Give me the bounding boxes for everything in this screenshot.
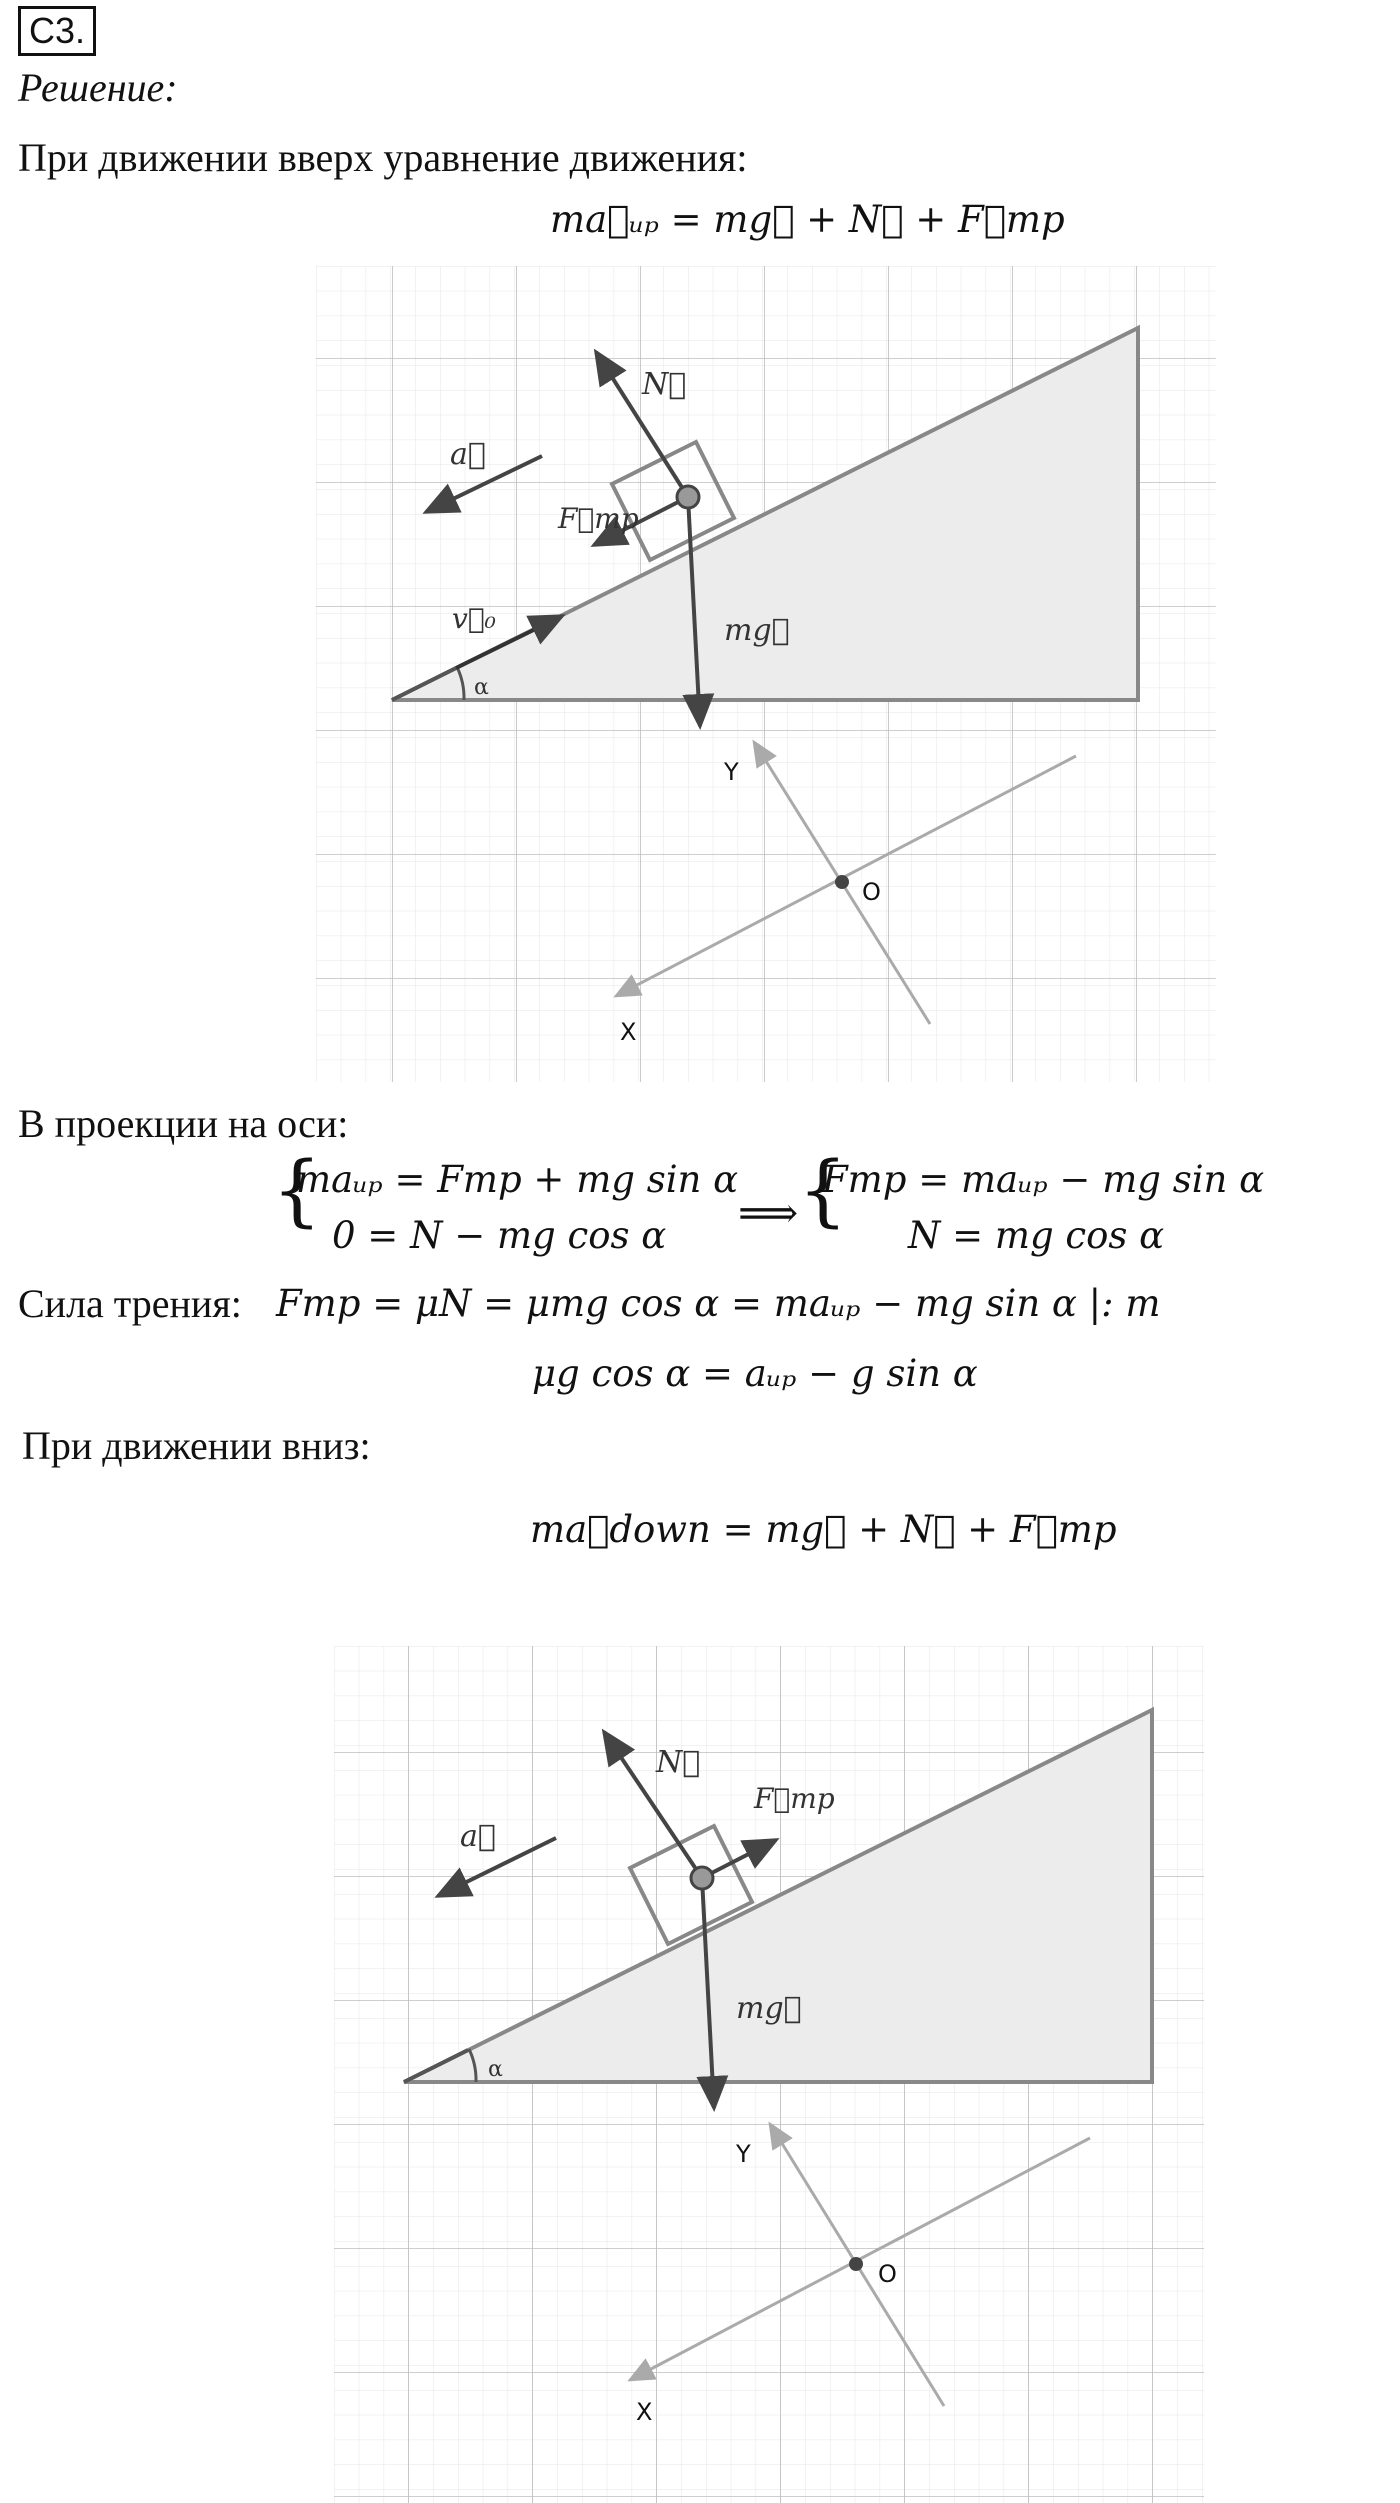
- mg-label: mg⃗: [736, 1991, 802, 2026]
- system-row-4: N = mg cos α: [908, 1214, 1165, 1257]
- equation-up: ma⃗ᵤₚ = mg⃗ + N⃗ + F⃗тр: [550, 198, 1065, 241]
- F-label: F⃗тр: [558, 502, 639, 535]
- projection-label: В проекции на оси:: [18, 1101, 349, 1146]
- incline-diagram-down: [334, 1646, 1204, 2503]
- a-label: a⃗: [460, 1819, 496, 1854]
- system-row-1: maᵤₚ = Fтр + mg sin α: [296, 1158, 739, 1201]
- O-label: O: [878, 2260, 897, 2288]
- N-label: N⃗: [642, 367, 687, 402]
- alpha-label: α: [488, 2057, 503, 2082]
- Y-label: Y: [724, 758, 739, 786]
- system-row-2: 0 = N − mg cos α: [332, 1214, 667, 1257]
- block-center: [691, 1867, 713, 1889]
- system-row-3: Fтр = maᵤₚ − mg sin α: [822, 1158, 1265, 1201]
- implies-arrow: ⟹: [738, 1188, 799, 1237]
- Y-label: Y: [736, 2140, 751, 2168]
- friction-result: μg cos α = aᵤₚ − g sin α: [532, 1352, 978, 1395]
- mg-label: mg⃗: [724, 613, 790, 648]
- a-label: a⃗: [450, 437, 486, 472]
- intro-up-text: При движении вверх уравнение движения:: [18, 135, 748, 180]
- block-center: [677, 486, 699, 508]
- origin-dot: [849, 2257, 863, 2271]
- equation-system: [272, 1146, 1272, 1270]
- X-label: X: [620, 1018, 637, 1046]
- v0-label: v⃗₀: [452, 602, 496, 635]
- equation-down: ma⃗down = mg⃗ + N⃗ + F⃗тр: [530, 1508, 1117, 1551]
- F-label: F⃗тр: [754, 1782, 835, 1815]
- left-brace-1: {: [272, 1146, 322, 1236]
- alpha-label: α: [474, 675, 489, 700]
- friction-line-label: Сила трения:: [18, 1281, 242, 1326]
- intro-down-text: При движении вниз:: [22, 1423, 371, 1468]
- incline-diagram-up: [316, 266, 1216, 1082]
- solution-label: Решение:: [18, 65, 178, 110]
- origin-dot: [835, 875, 849, 889]
- O-label: O: [862, 878, 881, 906]
- X-label: X: [636, 2398, 653, 2426]
- friction-equation: Fтр = μN = μmg cos α = maᵤₚ − mg sin α |: m: [276, 1282, 1161, 1325]
- N-label: N⃗: [656, 1745, 701, 1780]
- problem-number: C3.: [18, 6, 96, 56]
- left-brace-2: {: [798, 1146, 848, 1236]
